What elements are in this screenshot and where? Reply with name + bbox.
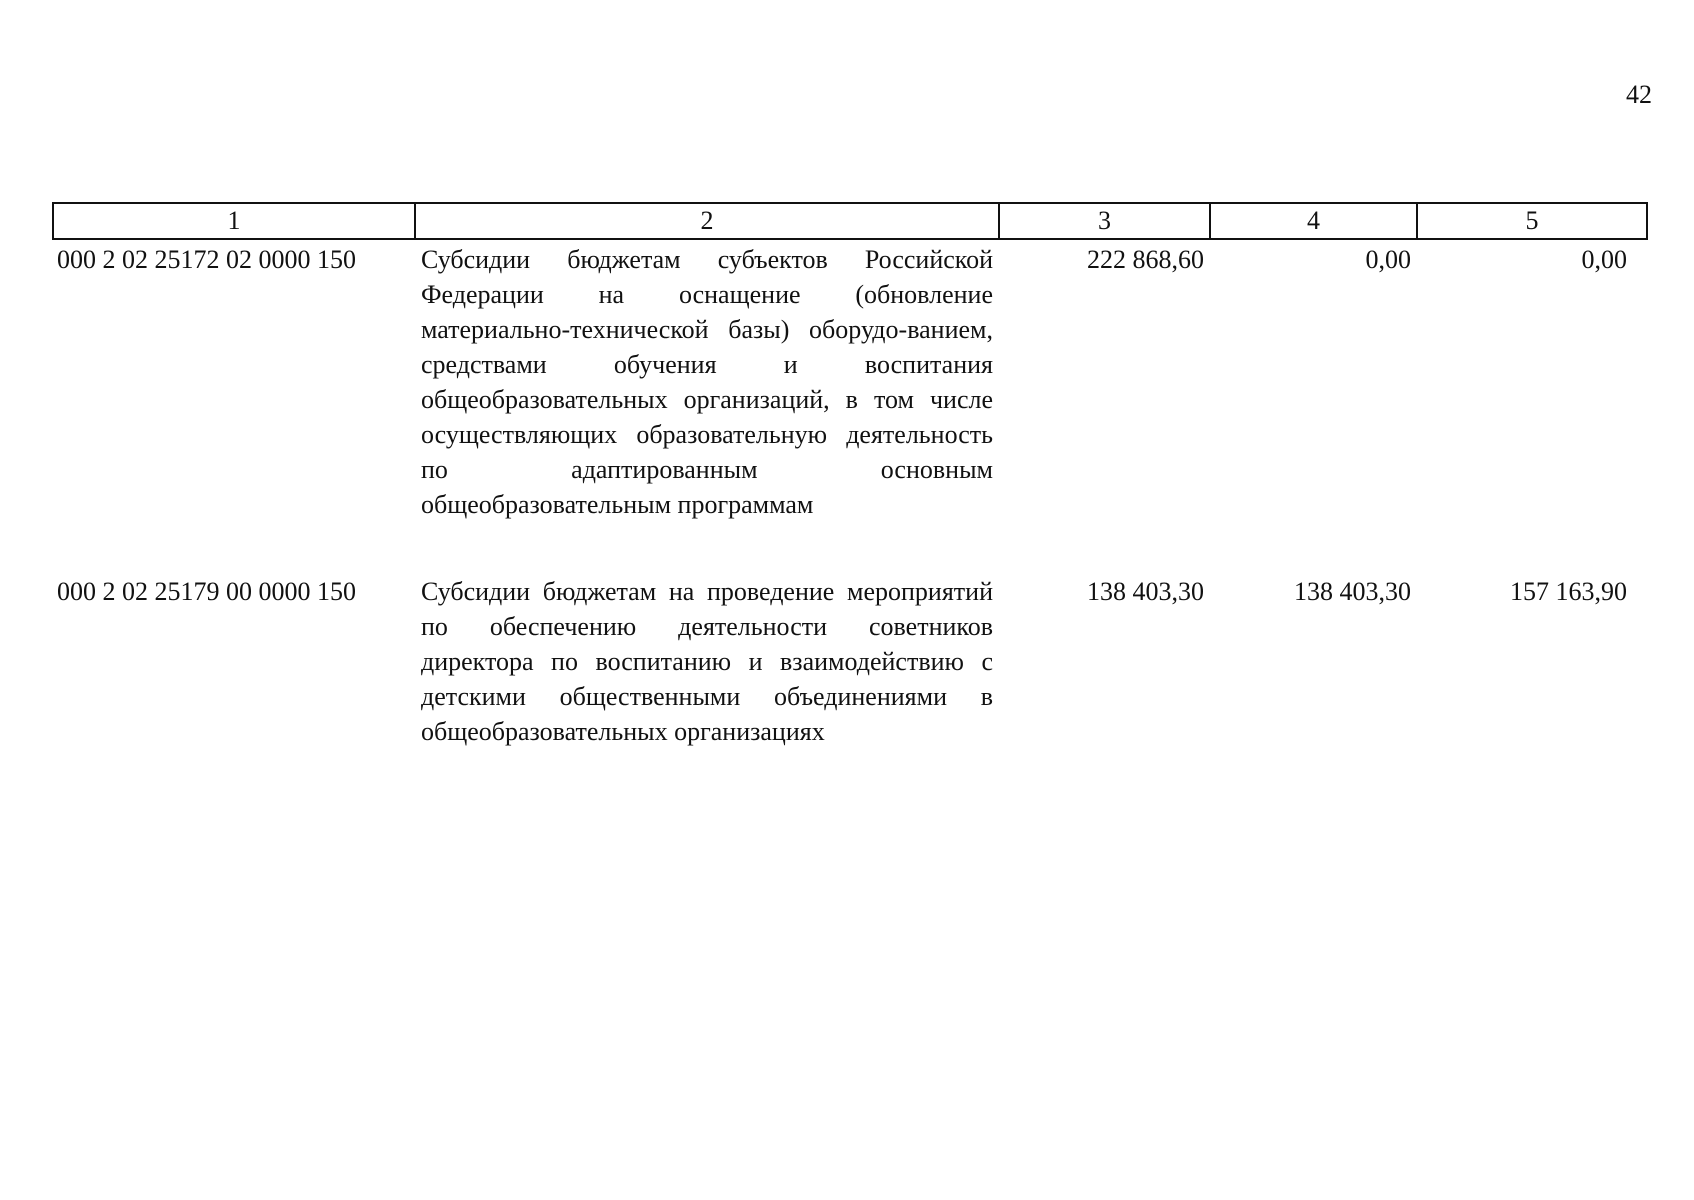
row-code: 000 2 02 25179 00 0000 150 — [57, 577, 356, 606]
header-col-1: 1 — [53, 203, 415, 239]
row-value-col3: 222 868,60 — [1087, 245, 1204, 274]
row-value-col4: 138 403,30 — [1294, 577, 1411, 606]
row-description: Субсидии бюджетам субъектов Российской Федерации на оснащение (обновление материально-технической базы) оборудо-ванием, средствами обучения и воспитания общеобразовательных организаций, в том числе осуществляющих образовательную деятельность по адаптированным основным общеобразовательным программам — [421, 245, 993, 519]
page-number: 42 — [1626, 80, 1652, 109]
header-col-4: 4 — [1210, 203, 1417, 239]
budget-table — [52, 202, 1648, 804]
row-value-col4: 0,00 — [1365, 245, 1411, 274]
table-body — [53, 239, 1647, 804]
header-col-5: 5 — [1417, 203, 1647, 239]
header-col-3: 3 — [999, 203, 1210, 239]
row-code: 000 2 02 25172 02 0000 150 — [57, 245, 356, 274]
header-row — [53, 203, 1647, 239]
header-col-2: 2 — [415, 203, 999, 239]
table-header — [53, 203, 1647, 239]
row-value-col5: 157 163,90 — [1510, 577, 1627, 606]
row-value-col5: 0,00 — [1581, 245, 1627, 274]
table-row — [53, 572, 1647, 804]
row-value-col3: 138 403,30 — [1087, 577, 1204, 606]
table-row — [53, 239, 1647, 572]
row-description: Субсидии бюджетам на проведение мероприятий по обеспечению деятельности советников директора по воспитанию и взаимодействию с детскими общественными объединениями в общеобразовательных организациях — [421, 577, 993, 746]
